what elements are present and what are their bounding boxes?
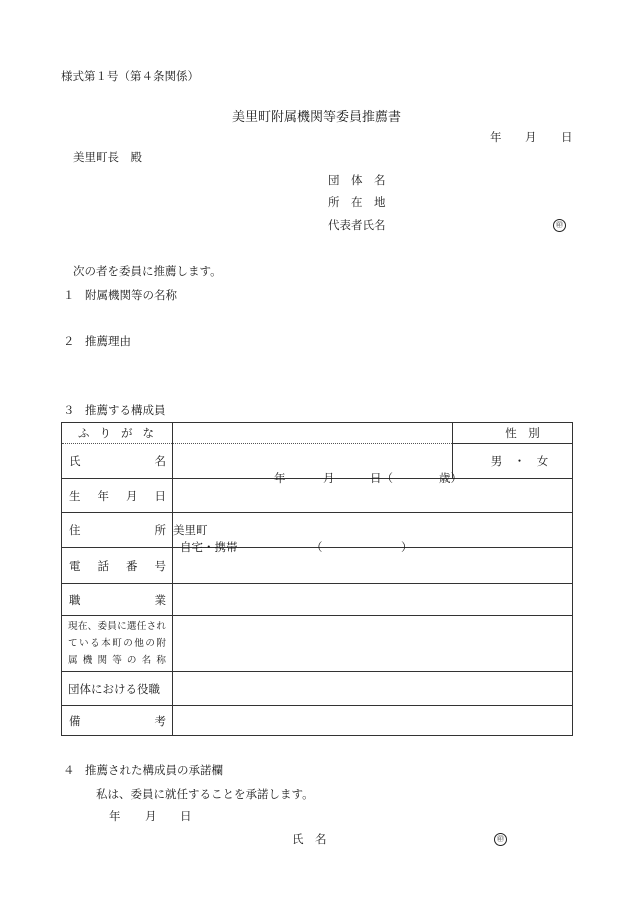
name-field[interactable] bbox=[173, 444, 453, 479]
address-field[interactable]: 美里町 bbox=[173, 513, 573, 548]
phone-label: 電 話 番 号 bbox=[62, 548, 173, 584]
address-label: 住 所 bbox=[62, 513, 173, 548]
consent-seal-mark-icon: ㊞ bbox=[494, 833, 507, 846]
section-3-title: 推薦する構成員 bbox=[85, 403, 166, 417]
consent-name-label: 氏 名 bbox=[292, 832, 327, 846]
seal-mark-icon: ㊞ bbox=[553, 219, 566, 232]
current-posts-field[interactable] bbox=[173, 616, 573, 672]
consent-date-year[interactable]: 年 bbox=[109, 809, 121, 823]
remarks-field[interactable] bbox=[173, 706, 573, 736]
birth-date-field[interactable]: 年 月 日（ 歳） bbox=[173, 479, 573, 513]
representative-name-label: 代表者氏名 bbox=[328, 218, 386, 232]
consent-statement: 私は、委員に就任することを承諾します。 bbox=[96, 787, 314, 801]
name-label: 氏 名 bbox=[62, 444, 173, 479]
occupation-label: 職 業 bbox=[62, 584, 173, 616]
section-4-number: ４ bbox=[63, 763, 75, 777]
section-1-number: １ bbox=[63, 288, 75, 302]
addressee: 美里町長 殿 bbox=[73, 150, 142, 164]
header-date-year[interactable]: 年 bbox=[490, 130, 502, 144]
section-4-title: 推薦された構成員の承諾欄 bbox=[85, 763, 223, 777]
consent-date-day[interactable]: 日 bbox=[180, 809, 192, 823]
form-number: 様式第１号（第４条関係） bbox=[61, 69, 199, 83]
consent-date-month[interactable]: 月 bbox=[145, 809, 157, 823]
section-2-title: 推薦理由 bbox=[85, 334, 131, 348]
furigana-label: ふ り が な bbox=[62, 423, 173, 444]
header-date-day[interactable]: 日 bbox=[561, 130, 573, 144]
birth-date-label: 生 年 月 日 bbox=[62, 479, 173, 513]
group-role-field[interactable] bbox=[173, 672, 573, 706]
header-date-month[interactable]: 月 bbox=[525, 130, 537, 144]
gender-label: 性 別 bbox=[453, 423, 573, 444]
group-name-label: 団 体 名 bbox=[328, 173, 386, 187]
occupation-field[interactable] bbox=[173, 584, 573, 616]
gender-options[interactable]: 男 ・ 女 bbox=[453, 444, 573, 479]
current-posts-label: 現在、委員に選任され ている本町の他の附 属機関等の名称 bbox=[62, 616, 173, 672]
group-address-label: 所 在 地 bbox=[328, 195, 386, 209]
furigana-field[interactable] bbox=[173, 423, 453, 444]
section-2-number: ２ bbox=[63, 334, 75, 348]
remarks-label: 備 考 bbox=[62, 706, 173, 736]
section-3-number: ３ bbox=[63, 403, 75, 417]
section-1-title: 附属機関等の名称 bbox=[85, 288, 177, 302]
phone-field[interactable]: 自宅・携帯 （ ） bbox=[173, 548, 573, 584]
intro-text: 次の者を委員に推薦します。 bbox=[73, 264, 222, 278]
member-table bbox=[61, 422, 573, 736]
document-title: 美里町附属機関等委員推薦書 bbox=[232, 110, 402, 125]
group-role-label: 団体における役職 bbox=[62, 672, 173, 706]
